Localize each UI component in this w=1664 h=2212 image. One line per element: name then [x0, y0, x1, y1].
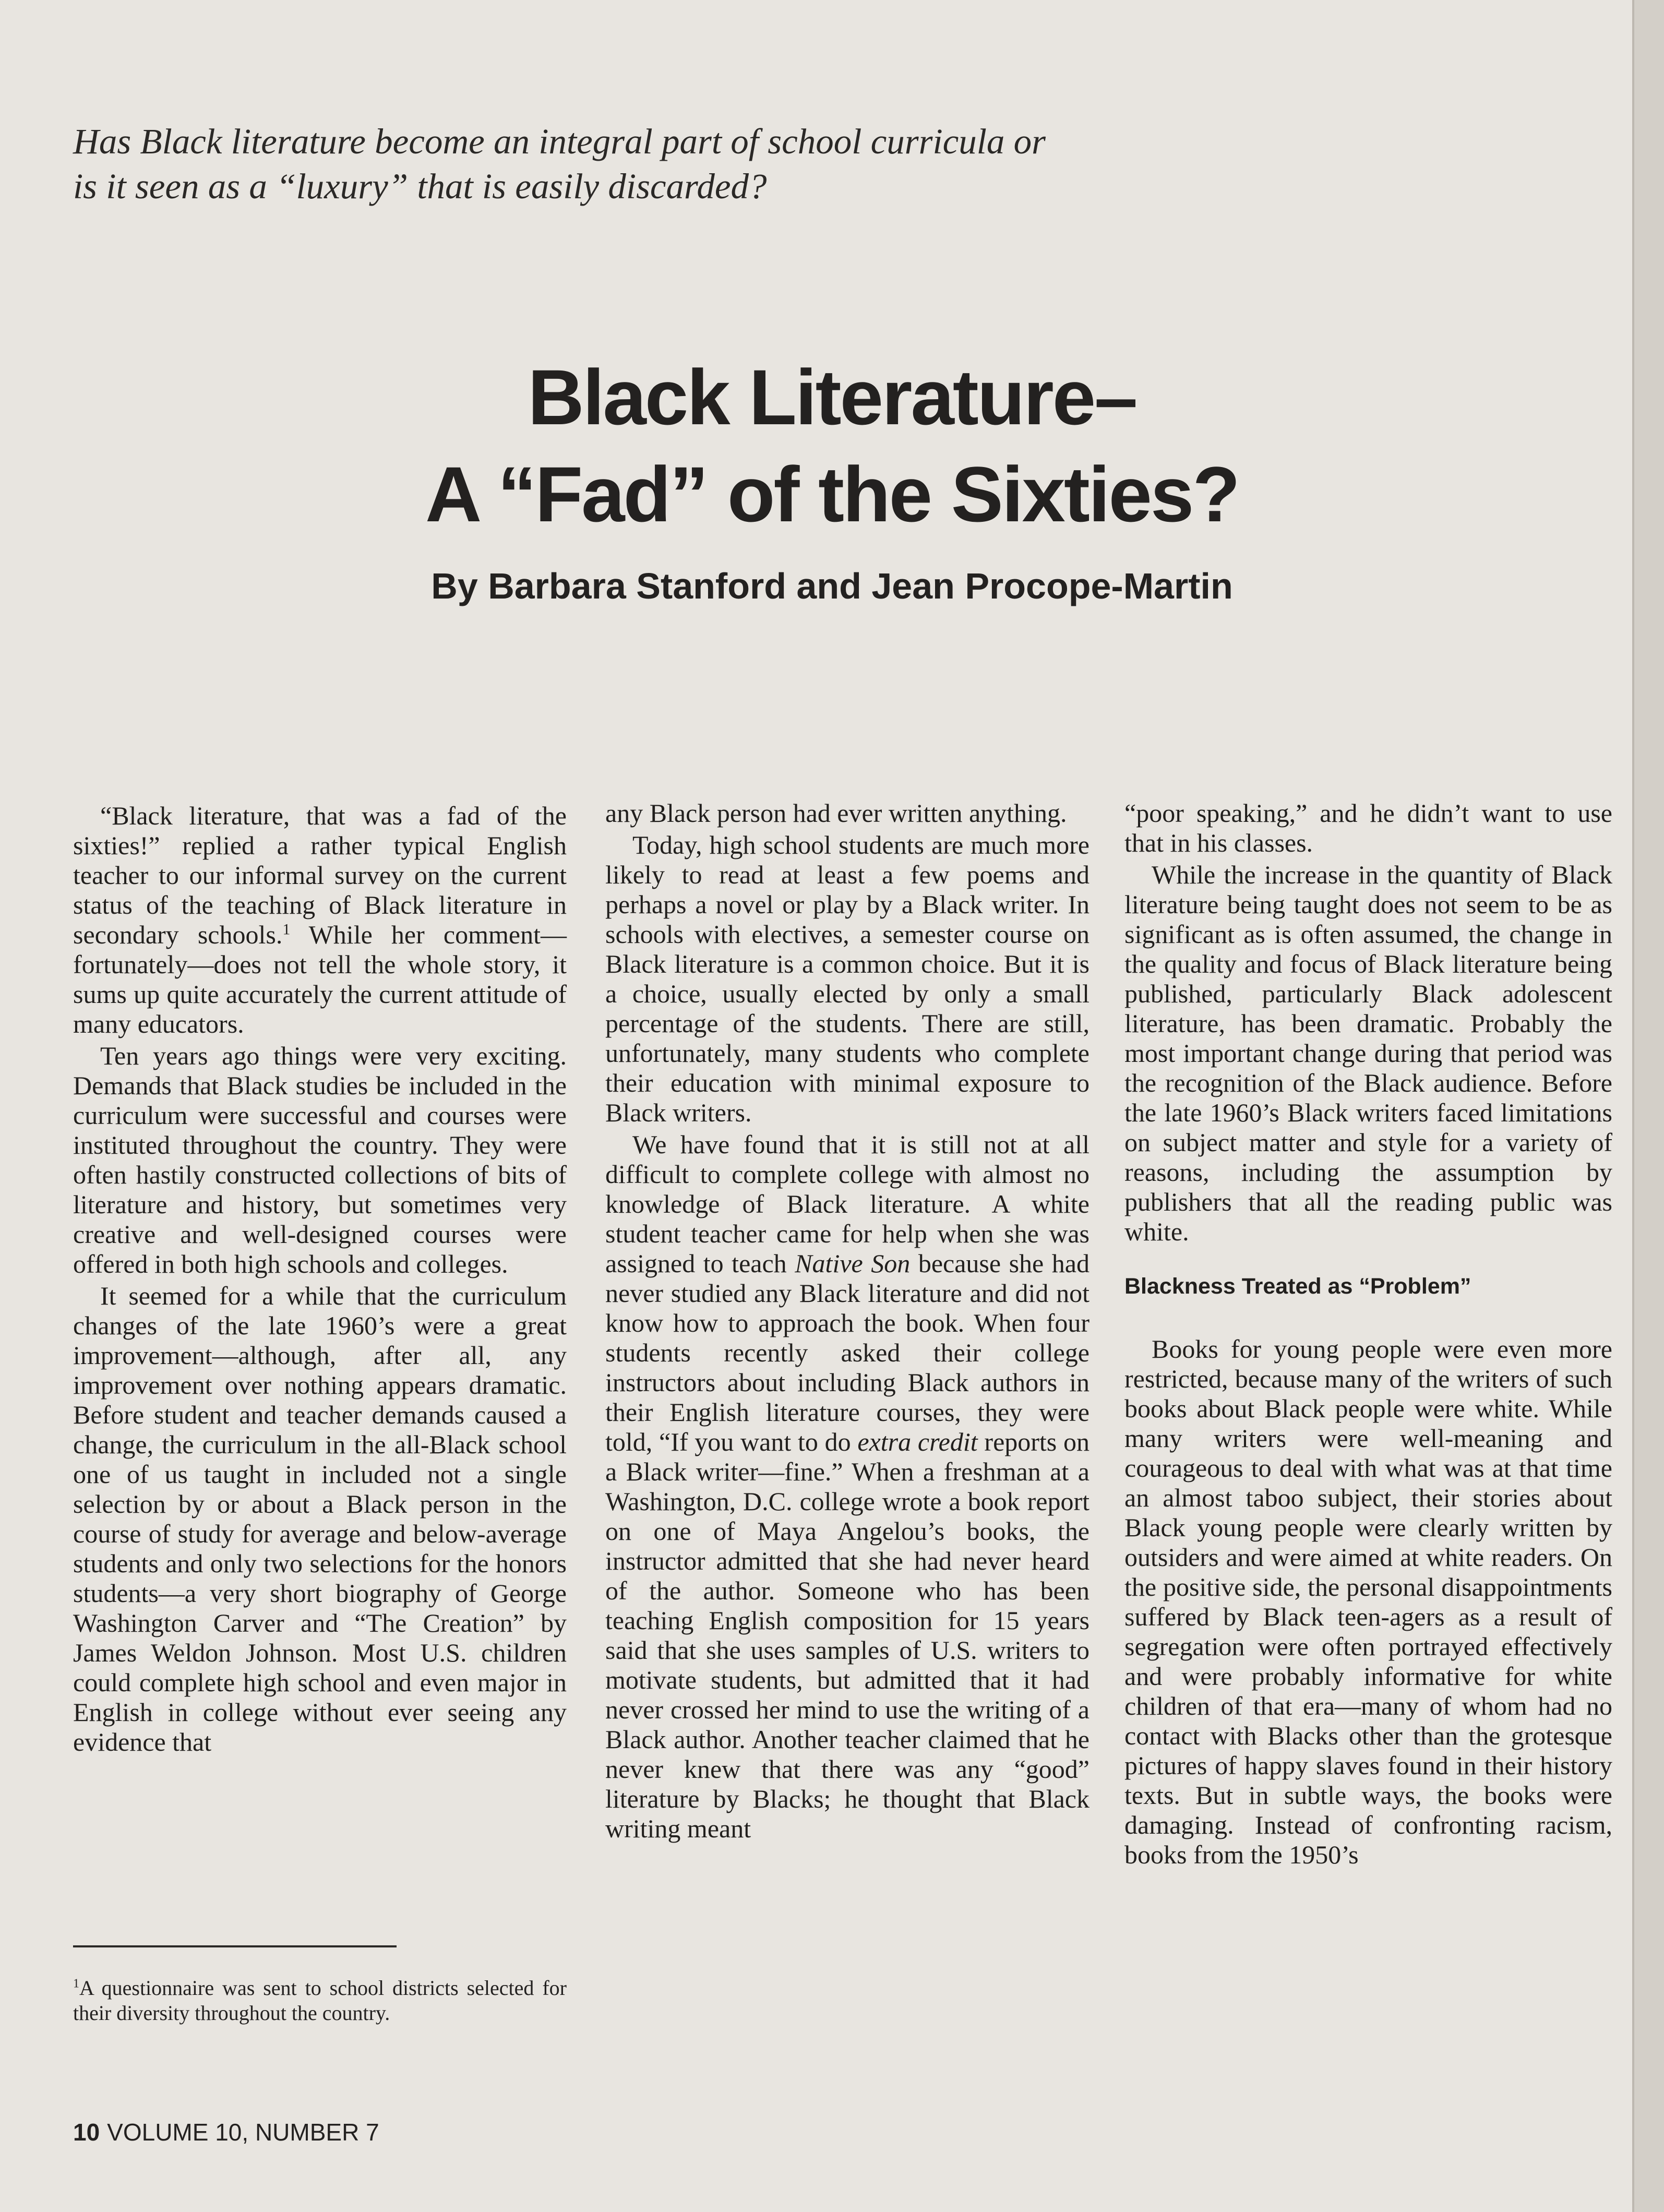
- col2-paragraph-2: Today, high school students are much more likely to read at least a few poems and perhaps a novel or play by a Black writer. In schools with electives, a semester course on Black literature is a common choice. But it is a choice, usually elected by only a small percentage of the students. There are still, unfortunately, many students who complete their education with minimal exposure to Black writers.: [605, 830, 1090, 1127]
- section-subhead: Blackness Treated as “Problem”: [1124, 1274, 1471, 1299]
- column-2: [605, 798, 1090, 1846]
- col3-paragraph-1: “poor speaking,” and he didn’t want to use that in his classes.: [1124, 798, 1612, 857]
- column-1: [73, 801, 567, 1759]
- col2-paragraph-3: [605, 1130, 1090, 1844]
- article-headline: [0, 349, 1664, 543]
- col3-paragraph-3: Books for young people were even more restricted, because many of the writers of such books about Black people were white. While many writers were well-meaning and courageous to deal with what was at that time an almost taboo subject, their stories about Black young people were clearly written by outsiders and were aimed at white readers. On the positive side, the personal disappointments suffered by Black teen-agers as a result of segregation were often portrayed effectively and were probably informative for white children of that era—many of whom had no contact with Blacks other than the grotesque pictures of happy slaves found in their history texts. But in subtle ways, the books were damaging. Instead of confronting racism, books from the 1950’s: [1124, 1334, 1612, 1869]
- col2-paragraph-3-c: reports on a Black writer—fine.” When a freshman at a Washington, D.C. college wrote a book report on one of Maya Angelou’s books, the instructor admitted that she had never heard of the author. Someone who has been teaching English composition for 15 years said that she uses samples of U.S. writers to motivate students, but admitted that it had never crossed her mind to use the writing of a Black author. Another teacher claimed that he never knew that there was any “good” literature by Blacks; he thought that Black writing meant: [605, 1427, 1090, 1843]
- col1-paragraph-1-text: “Black literature, that was a fad of the sixties!” replied a rather typical English teacher to our informal survey on the current status of the teaching of Black literature in secondary schools.: [73, 801, 567, 949]
- col2-paragraph-3-a: We have found that it is still not at all difficult to complete college with almost no knowledge of Black literature. A white student teacher came for help when she was assigned to teach: [605, 1130, 1090, 1278]
- col2-paragraph-3-b: because she had never studied any Black literature and did not know how to approach the book. When four students recently asked their college instructors about including Black authors in their English literature courses, they were told, “If you want to do: [605, 1249, 1090, 1456]
- footnote-marker: 1: [73, 1977, 79, 1991]
- page-folio: [73, 2118, 379, 2147]
- issue-label: VOLUME 10, NUMBER 7: [107, 2119, 379, 2146]
- headline-line-2: A “Fad” of the Sixties?: [425, 450, 1239, 538]
- col1-paragraph-3: It seemed for a while that the curriculum changes of the late 1960’s were a great improvement—although, after all, any improvement over nothing appears dramatic. Before student and teacher demands caused a change, the curriculum in the all-Black school one of us taught in included not a single selection by or about a Black person in the course of study for average and below-average students and only two selections for the honors students—a very short biography of George Washington Carver and “The Creation” by James Weldon Johnson. Most U.S. children could complete high school and even major in English in college without ever seeing any evidence that: [73, 1281, 567, 1756]
- facing-page-edge: [1632, 0, 1664, 2212]
- footnote-reference: 1: [282, 920, 291, 938]
- col3-paragraph-2: While the increase in the quantity of Black literature being taught does not seem to be as significant as is often assumed, the change in the quality and focus of Black literature being published, particularly Black adolescent literature, has been dramatic. Probably the most important change during that period was the recognition of the Black audience. Before the late 1960’s Black writers faced limitations on subject matter and style for a variety of reasons, including the assumption by publishers that all the reading public was white.: [1124, 860, 1612, 1246]
- book-title-native-son: Native Son: [795, 1249, 911, 1278]
- article-deck: Has Black literature become an integral part of school curricula or is it seen as a “luxury” that is easily discarded?: [73, 122, 1046, 206]
- page-number: 10: [73, 2119, 100, 2146]
- col1-paragraph-1-cont: While her comment—fortunately—does not tell the whole story, it sums up quite accurately the current attitude of many educators.: [73, 920, 567, 1038]
- column-3: [1124, 798, 1612, 1872]
- headline-line-1: Black Literature–: [528, 353, 1136, 441]
- col1-paragraph-1: [73, 801, 567, 1039]
- article-byline: By Barbara Stanford and Jean Procope-Martin: [431, 566, 1233, 606]
- emphasis-extra-credit: extra credit: [857, 1427, 978, 1456]
- footnote-divider: [73, 1945, 397, 1947]
- footnote-text: A questionnaire was sent to school districts selected for their diversity throughout the country.: [73, 1976, 567, 2025]
- col2-paragraph-1: any Black person had ever written anything.: [605, 798, 1067, 828]
- col1-paragraph-2: Ten years ago things were very exciting. Demands that Black studies be included in the curriculum were successful and courses were instituted throughout the country. They were often hastily constructed collections of bits of literature and history, but sometimes very creative and well-designed courses were offered in both high schools and colleges.: [73, 1041, 567, 1278]
- footnote: [73, 1976, 567, 2026]
